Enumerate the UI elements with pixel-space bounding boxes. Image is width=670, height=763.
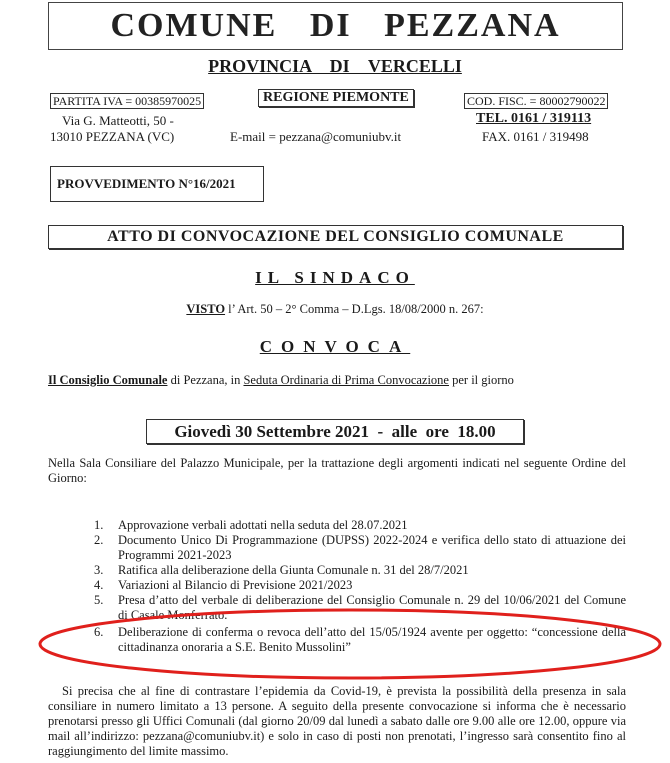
agenda-number: 6. bbox=[94, 625, 104, 639]
tel-line: TEL. 0161 / 319113 bbox=[476, 111, 592, 126]
address-line-2: 13010 PEZZANA (VC) bbox=[50, 129, 175, 144]
agenda-number: 2. bbox=[94, 533, 104, 547]
consiglio-text-1: di Pezzana, in bbox=[167, 373, 244, 387]
seduta-text: Seduta Ordinaria di Prima Convocazione bbox=[243, 373, 449, 387]
sindaco-heading: IL SINDACO bbox=[255, 268, 415, 287]
agenda-item-highlighted bbox=[94, 625, 626, 655]
cod-fisc-text: COD. FISC. = 80002790022 bbox=[464, 93, 608, 109]
agenda-text: Variazioni al Bilancio di Previsione 2021/2023 bbox=[118, 578, 353, 592]
convoca-heading: CONVOCA bbox=[259, 337, 411, 356]
agenda-item bbox=[94, 518, 626, 533]
address-line-1: Via G. Matteotti, 50 - bbox=[62, 113, 174, 128]
agenda-number: 5. bbox=[94, 593, 104, 607]
agenda-list bbox=[94, 518, 626, 655]
agenda-text: Deliberazione di conferma o revoca dell’atto del 15/05/1924 avente per oggetto: “concessione della cittadinanza onoraria a S.E. Benito Mussolini” bbox=[118, 625, 626, 654]
email-line: E-mail = pezzana@comuniubv.it bbox=[230, 129, 402, 144]
agenda-item bbox=[94, 563, 626, 578]
atto-title: ATTO DI CONVOCAZIONE DEL CONSIGLIO COMUNALE bbox=[48, 225, 623, 249]
agenda-text: Documento Unico Di Programmazione (DUPSS) 2022-2024 e verifica dello stato di attuazione dei Programmi 2021-2023 bbox=[118, 533, 626, 562]
agenda-text: Approvazione verbali adottati nella seduta del 28.07.2021 bbox=[118, 518, 408, 532]
agenda-number: 3. bbox=[94, 563, 104, 577]
covid-notice-paragraph: Si precisa che al fine di contrastare l’epidemia da Covid-19, è prevista la possibilità della presenza in sala consiliare in numero limitato a 13 persone. A seguito della presente convocazione si informa che è necessario prenotarsi presso gli Uffici Comunali (dal giorno 20/09 dal lunedì a sabato dalle ore 9.00 alle ore 12.00, oppure via mail all’indirizzo: pezzana@comuniubv.it) e solo in caso di posti non prenotati, l’ingresso sarà consentito fino al raggiungimento del limite massimo. bbox=[48, 684, 626, 758]
visto-label: VISTO bbox=[186, 302, 226, 316]
provvedimento-box: PROVVEDIMENTO N°16/2021 bbox=[50, 166, 264, 202]
agenda-item bbox=[94, 578, 626, 593]
agenda-number: 1. bbox=[94, 518, 104, 532]
partita-iva bbox=[50, 94, 204, 109]
agenda-item bbox=[94, 533, 626, 563]
comune-title: COMUNE DI PEZZANA bbox=[48, 2, 623, 50]
fax-line: FAX. 0161 / 319498 bbox=[482, 129, 589, 144]
agenda-number: 4. bbox=[94, 578, 104, 592]
partita-iva-text: PARTITA IVA = 00385970025 bbox=[50, 93, 204, 109]
cod-fisc bbox=[464, 94, 608, 109]
consiglio-label: Il Consiglio Comunale bbox=[48, 373, 168, 387]
consiglio-line bbox=[48, 373, 514, 388]
meeting-date-box: Giovedì 30 Settembre 2021 - alle ore 18.00 bbox=[146, 419, 524, 444]
intro-paragraph: Nella Sala Consiliare del Palazzo Municipale, per la trattazione degli argomenti indicati nel seguente Ordine del Giorno: bbox=[48, 456, 626, 485]
regione-badge: REGIONE PIEMONTE bbox=[258, 89, 414, 107]
agenda-text: Ratifica alla deliberazione della Giunta Comunale n. 31 del 28/7/2021 bbox=[118, 563, 469, 577]
consiglio-text-2: per il giorno bbox=[448, 373, 514, 387]
provincia-heading: PROVINCIA DI VERCELLI bbox=[208, 56, 462, 76]
visto-text: l’ Art. 50 – 2° Comma – D.Lgs. 18/08/2000 n. 267: bbox=[225, 302, 484, 316]
visto-line bbox=[0, 302, 670, 317]
agenda-text: Presa d’atto del verbale di deliberazione del Consiglio Comunale n. 29 del 10/06/2021 del Comune di Casale Monferrato. bbox=[118, 593, 626, 622]
agenda-item bbox=[94, 593, 626, 623]
